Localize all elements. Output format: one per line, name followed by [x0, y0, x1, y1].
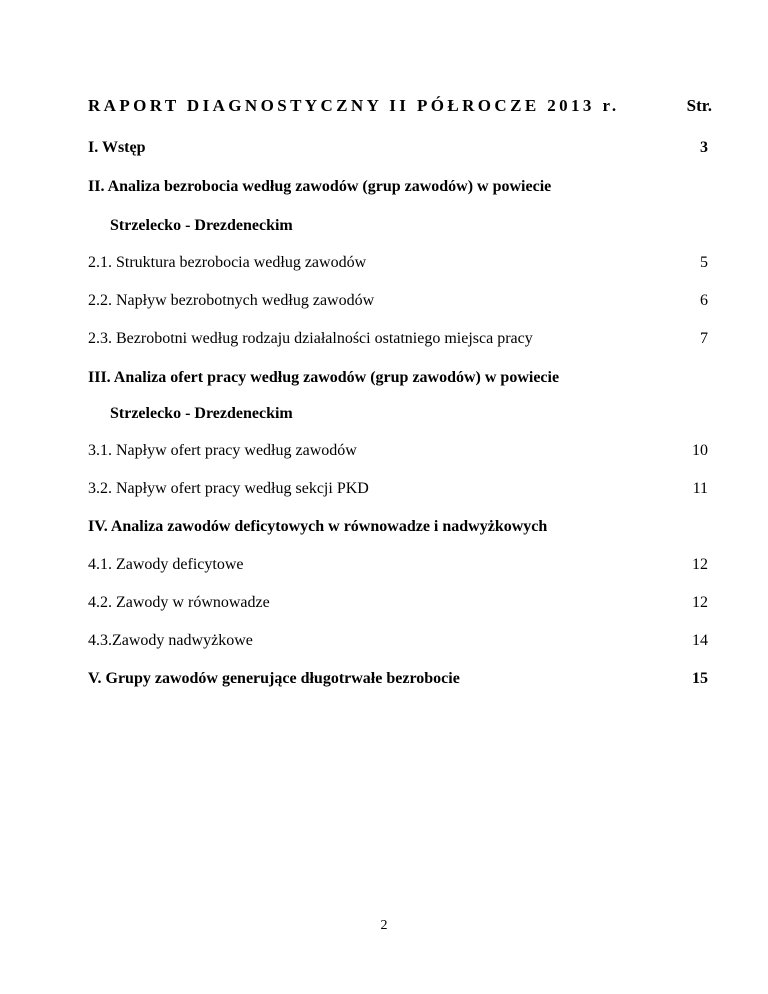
toc-entry-label: Strzelecko - Drezdeneckim — [110, 405, 293, 422]
toc-entry-label: 4.2. Zawody w równowadze — [88, 594, 270, 611]
toc-entry-page: 12 — [692, 594, 708, 611]
toc-entry-page: 6 — [700, 292, 708, 309]
toc-entry-2-3[interactable] — [88, 330, 708, 354]
toc-entry-label: 3.2. Napływ ofert pracy według sekcji PKD — [88, 480, 369, 497]
toc-section-iii[interactable] — [88, 369, 708, 393]
toc-entry-label: I. Wstęp — [88, 139, 146, 156]
toc-entry-page: 7 — [700, 330, 708, 347]
toc-entry-label: IV. Analiza zawodów deficytowych w równowadze i nadwyżkowych — [88, 518, 548, 535]
toc-entry-wstep[interactable] — [88, 139, 708, 163]
toc-entry-label: III. Analiza ofert pracy według zawodów (grup zawodów) w powiecie — [88, 369, 560, 386]
toc-section-ii[interactable] — [88, 178, 708, 202]
toc-entry-label: Strzelecko - Drezdeneckim — [110, 217, 293, 234]
toc-entry-4-1[interactable] — [88, 556, 708, 580]
toc-entry-label: II. Analiza bezrobocia według zawodów (grup zawodów) w powiecie — [88, 178, 552, 195]
toc-entry-page: 14 — [692, 632, 708, 649]
report-header — [88, 96, 712, 120]
toc-entry-page: 11 — [692, 480, 708, 497]
toc-section-ii-continuation[interactable] — [88, 217, 708, 241]
page-column-label: Str. — [686, 96, 712, 115]
toc-entry-label: 4.1. Zawody deficytowe — [88, 556, 244, 573]
toc-entry-4-2[interactable] — [88, 594, 708, 618]
toc-entry-page: 10 — [692, 442, 708, 459]
report-title: RAPORT DIAGNOSTYCZNY II PÓŁROCZE 2013 r. — [88, 96, 620, 115]
toc-entry-page: 5 — [700, 254, 708, 271]
toc-entry-label: 2.2. Napływ bezrobotnych według zawodów — [88, 292, 375, 309]
toc-entry-page: 3 — [700, 139, 708, 156]
toc-entry-page: 15 — [692, 670, 708, 687]
toc-entry-label: V. Grupy zawodów generujące długotrwałe bezrobocie — [88, 670, 460, 687]
toc-entry-2-2[interactable] — [88, 292, 708, 316]
toc-entry-label: 4.3.Zawody nadwyżkowe — [88, 632, 253, 649]
toc-entry-label: 2.1. Struktura bezrobocia według zawodów — [88, 254, 367, 271]
toc-entry-2-1[interactable] — [88, 254, 708, 278]
toc-entry-page: 12 — [692, 556, 708, 573]
toc-section-v[interactable] — [88, 670, 708, 694]
toc-entry-3-2[interactable] — [88, 480, 708, 504]
toc-entry-label: 3.1. Napływ ofert pracy według zawodów — [88, 442, 357, 459]
toc-entry-4-3[interactable] — [88, 632, 708, 656]
toc-section-iii-continuation[interactable] — [88, 405, 708, 429]
toc-entry-label: 2.3. Bezrobotni według rodzaju działalności ostatniego miejsca pracy — [88, 330, 533, 347]
toc-entry-3-1[interactable] — [88, 442, 708, 466]
toc-section-iv[interactable] — [88, 518, 708, 542]
footer-page-number: 2 — [380, 918, 388, 933]
